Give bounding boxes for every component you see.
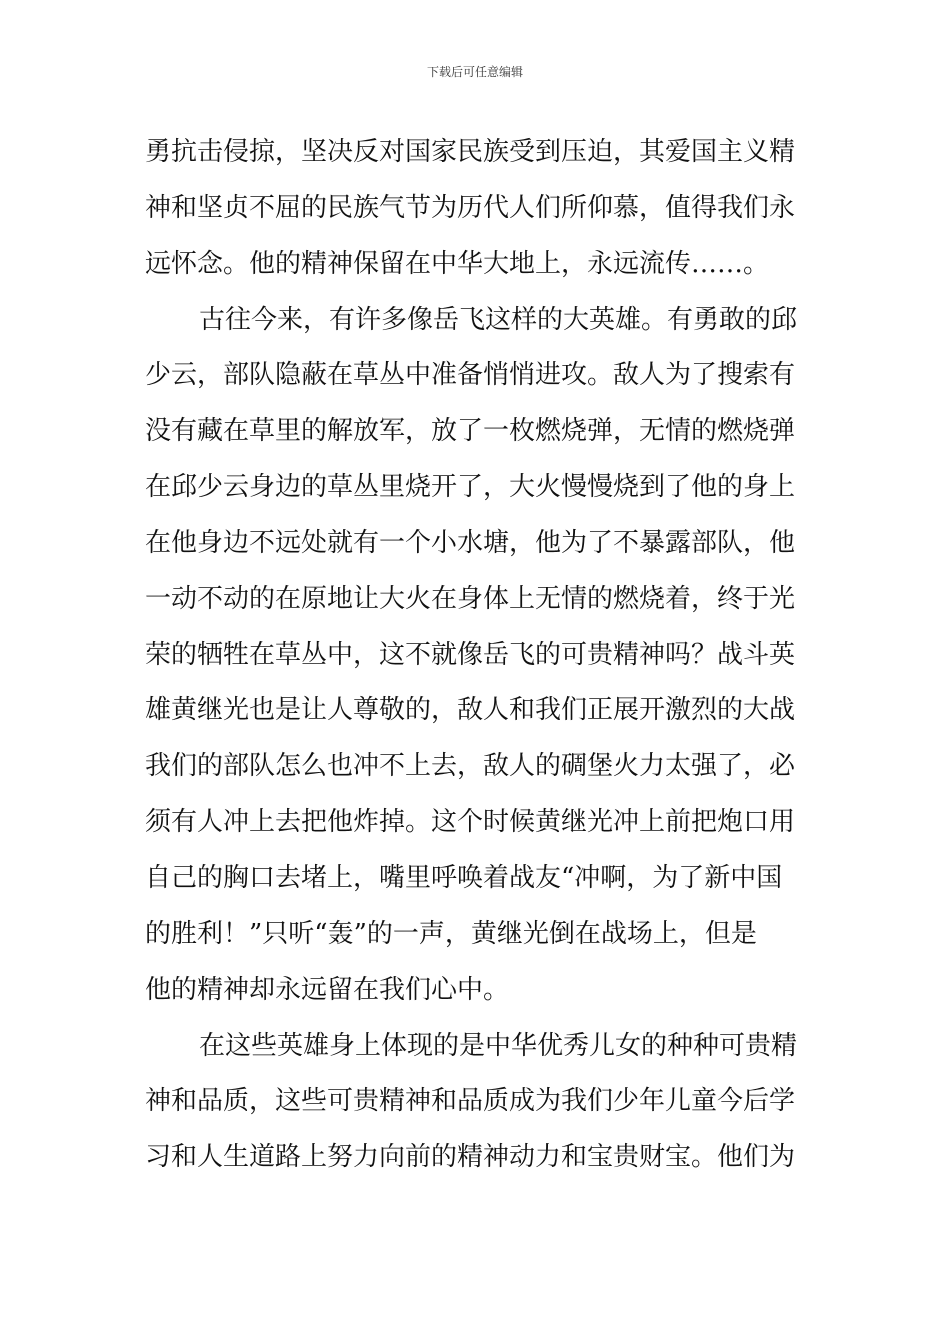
text-line: 勇抗击侵掠，坚决反对国家民族受到压迫，其爱国主义精 bbox=[145, 137, 796, 167]
text-line: 神和品质，这些可贵精神和品质成为我们少年儿童今后学 bbox=[145, 1086, 796, 1117]
text-line: 在这些英雄身上体现的是中华优秀儿女的种种可贵精 bbox=[199, 1030, 798, 1061]
text-line: 的胜利！”只听“轰”的一声，黄继光倒在战场上，但是 bbox=[145, 918, 757, 949]
text-line: 我们的部队怎么也冲不上去，敌人的碉堡火力太强了，必 bbox=[145, 751, 796, 782]
page-header: 下载后可任意编辑 bbox=[426, 65, 523, 79]
text-line: 没有藏在草里的解放军，放了一枚燃烧弹，无情的燃烧弹 bbox=[145, 416, 796, 447]
text-line: 在他身边不远处就有一个小水塘，他为了不暴露部队，他 bbox=[145, 527, 796, 558]
text-line: 神和坚贞不屈的民族气节为历代人们所仰慕，值得我们永 bbox=[145, 192, 796, 223]
text-line: 少云，部队隐蔽在草丛中准备悄悄进攻。敌人为了搜索有 bbox=[145, 360, 796, 391]
text-line: 在邱少云身边的草丛里烧开了，大火慢慢烧到了他的身上 bbox=[145, 472, 796, 503]
text-line: 荣的牺牲在草丛中，这不就像岳飞的可贵精神吗？战斗英 bbox=[145, 639, 796, 670]
text-line: 须有人冲上去把他炸掉。这个时候黄继光冲上前把炮口用 bbox=[145, 807, 796, 838]
body-text bbox=[145, 125, 810, 1186]
text-line: 远怀念。他的精神保留在中华大地上，永远流传……。 bbox=[145, 248, 770, 279]
text-line: 古往今来，有许多像岳飞这样的大英雄。有勇敢的邱 bbox=[199, 304, 798, 335]
text-line: 一动不动的在原地让大火在身体上无情的燃烧着，终于光 bbox=[145, 583, 796, 614]
text-line: 自己的胸口去堵上，嘴里呼唤着战友“冲啊，为了新中国 bbox=[145, 862, 783, 893]
text-line: 雄黄继光也是让人尊敬的，敌人和我们正展开激烈的大战 bbox=[145, 695, 796, 726]
text-line: 习和人生道路上努力向前的精神动力和宝贵财宝。他们为 bbox=[145, 1142, 796, 1173]
text-line: 他的精神却永远留在我们心中。 bbox=[145, 974, 510, 1005]
